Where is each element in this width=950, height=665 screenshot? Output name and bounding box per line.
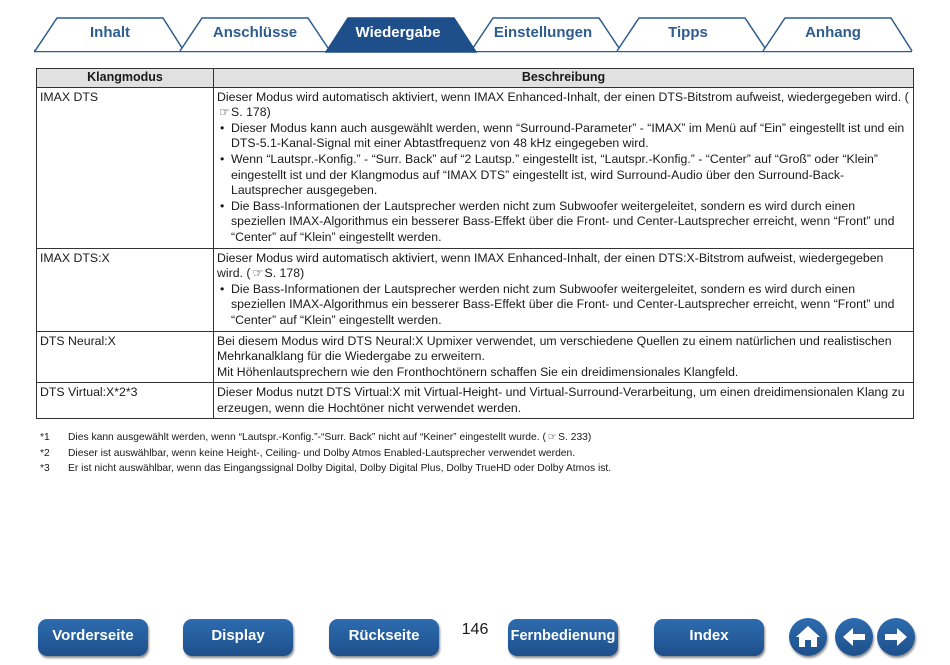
tab-wiedergabe[interactable]: Wiedergabe (355, 24, 441, 41)
footnote-mark: *2 (40, 447, 50, 459)
home-button[interactable] (789, 618, 827, 656)
description-text: Dieser Modus nutzt DTS Virtual:X mit Virtual-Height- und Virtual-Surround-Verarbeitung, um einen dreidimensionalen Klang zu erzeugen, wenn die Hochtöner nicht verwendet werden. (217, 385, 905, 415)
nav-button-vorderseite[interactable]: Vorderseite (38, 619, 148, 656)
column-header-description: Beschreibung (214, 69, 914, 88)
footnote-mark: *1 (40, 432, 50, 443)
forward-button[interactable] (877, 618, 915, 656)
sound-mode-name: DTS Neural:X (37, 331, 214, 383)
pointing-hand-icon: ☞ (252, 266, 263, 281)
sound-mode-description (214, 383, 914, 419)
footnote-mark: *3 (40, 463, 50, 475)
description-text: Dieser Modus wird automatisch aktiviert, wenn IMAX Enhanced-Inhalt, der einen DTS-Bitstrom aufweist, wiedergegeben wird. (217, 89, 902, 104)
bullet-list (217, 121, 909, 246)
sound-mode-description: Dieser Modus wird automatisch aktiviert, wenn IMAX Enhanced-Inhalt, der einen DTS:X-Bitstrom aufweist, wiedergegeben wird. ( ☞ S. 178) • Die Bass-Informationen der Lautsprecher werden nicht zum Subwoofer weitergeleitet, sondern es wird durch einen speziellen IMAX-Algorithmus ein besserer Bass-Effekt über die Front- und Center-Lautsprecher erreicht, wenn “Front” und “Center” auf “Klein” eingestellt werden. (214, 248, 914, 331)
footnote-text: Dies kann ausgewählt werden, wenn “Lautspr.-Konfig.”-“Surr. Back” nicht auf “Keiner” eingestellt wurde. ( ☞ S. 233) (68, 430, 591, 446)
sound-mode-table (36, 68, 914, 419)
tab-tipps[interactable]: Tipps (668, 24, 708, 41)
page-reference-link[interactable]: S. 178 (264, 266, 301, 281)
table-row (37, 383, 914, 419)
sound-mode-description (214, 331, 914, 383)
footnote-text: Dieser ist auswählbar, wenn keine Height-, Ceiling- und Dolby Atmos Enabled-Lautsprecher verwendet werden. (68, 447, 576, 459)
table-row (37, 331, 914, 383)
footnote (40, 461, 920, 477)
sound-mode-name: IMAX DTS:X (37, 248, 214, 331)
footnotes (40, 430, 920, 477)
table-row (37, 87, 914, 248)
footnote-body: Dies kann ausgewählt werden, wenn “Lautspr.-Konfig.”-“Surr. Back” nicht auf “Keiner” eingestellt wurde. (68, 432, 540, 443)
list-item: • Wenn “Lautspr.-Konfig.” - “Surr. Back” auf “2 Lautsp.” eingestellt ist, “Lautspr.-Konfig.” - “Center” auf “Groß” oder “Klein” eingestellt ist und der Klangmodus auf “IMAX DTS” eingestellt ist, wird Surround-Audio über den Surround-Back-Lautsprecher ausgegeben. (217, 152, 909, 199)
tab-bar (0, 0, 950, 56)
pointing-hand-icon: ☞ (547, 432, 557, 443)
list-item: • Die Bass-Informationen der Lautsprecher werden nicht zum Subwoofer weitergeleitet, sondern es wird durch einen speziellen IMAX-Algorithmus ein besserer Bass-Effekt über die Front- und Center-Lautsprecher erreicht, wenn “Front” und “Center” auf “Klein” eingestellt werden. (217, 282, 909, 329)
column-header-sound-mode: Klangmodus (37, 69, 214, 88)
sound-mode-description: Dieser Modus wird automatisch aktiviert, wenn IMAX Enhanced-Inhalt, der einen DTS-Bitstrom aufweist, wiedergegeben wird. (☞ S. 178) • Dieser Modus kann auch ausgewählt werden, wenn “Surround-Parameter” - “IMAX” im Menü auf “Ein” eingestellt ist und ein DTS-5.1-Kanal-Signal mit einer Abtastfrequenz von 48 kHz eingegeben wird. • Wenn “Lautspr.-Konfig.” - “Surr. Back” auf “2 Lautsp.” eingestellt ist, “Lautspr.-Konfig.” - “Center” auf “Groß” oder “Klein” eingestellt ist und der Klangmodus auf “IMAX DTS” eingestellt ist, wird Surround-Audio über den Surround-Back-Lautsprecher ausgegeben. • Die Bass-Informationen der Lautsprecher werden nicht zum Subwoofer weitergeleitet, sondern es wird durch einen speziellen IMAX-Algorithmus ein besserer Bass-Effekt über die Front- und Center-Lautsprecher erreicht, wenn “Front” und “Center” auf “Klein” eingestellt werden. (214, 87, 914, 248)
tab-inhalt[interactable]: Inhalt (90, 24, 130, 41)
page-reference-link[interactable]: S. 178 (231, 105, 267, 120)
nav-button-index[interactable]: Index (654, 619, 764, 656)
list-item: • Die Bass-Informationen der Lautsprecher werden nicht zum Subwoofer weitergeleitet, sondern es wird durch einen speziellen IMAX-Algorithmus ein besserer Bass-Effekt über die Front- und Center-Lautsprecher erreicht, wenn “Front” und “Center” auf “Klein” eingestellt werden. (217, 199, 909, 246)
page-reference-link[interactable]: S. 233 (558, 432, 588, 443)
home-icon (789, 618, 827, 656)
footnote (40, 446, 920, 462)
page-number: 146 (461, 621, 489, 638)
list-item: • Dieser Modus kann auch ausgewählt werden, wenn “Surround-Parameter” - “IMAX” im Menü auf “Ein” eingestellt ist und ein DTS-5.1-Kanal-Signal mit einer Abtastfrequenz von 48 kHz eingegeben wird. (217, 121, 909, 152)
pointing-hand-icon: ☞ (219, 105, 230, 120)
bullet-list (217, 282, 909, 329)
tab-anhang[interactable]: Anhang (805, 24, 861, 41)
forward-arrow-icon (877, 618, 915, 656)
nav-button-fernbedienung[interactable]: Fernbedienung (508, 619, 618, 656)
back-button[interactable] (835, 618, 873, 656)
sound-mode-name: DTS Virtual:X*2*3 (37, 383, 214, 419)
footnote-text: Er ist nicht auswählbar, wenn das Eingangssignal Dolby Digital, Dolby Digital Plus, Dolby TrueHD oder Dolby Atmos ist. (68, 463, 612, 475)
description-text: Bei diesem Modus wird DTS Neural:X Upmixer verwendet, um verschiedene Quellen zu einem natürlichen und realistischen Mehrkanalklang für die Wiedergabe zu erweitern. (217, 333, 892, 364)
table-row (37, 248, 914, 331)
sound-mode-name: IMAX DTS (37, 87, 214, 248)
table-header-row (37, 69, 914, 88)
description-text: Dieser Modus wird automatisch aktiviert, wenn IMAX Enhanced-Inhalt, der einen DTS:X-Bitstrom aufweist, wiedergegeben wird. (217, 250, 884, 281)
back-arrow-icon (835, 618, 873, 656)
tab-anschluesse[interactable]: Anschlüsse (212, 24, 298, 41)
nav-button-rueckseite[interactable]: Rückseite (329, 619, 439, 656)
footnote (40, 430, 920, 446)
tab-einstellungen[interactable]: Einstellungen (493, 24, 593, 41)
nav-button-display[interactable]: Display (183, 619, 293, 656)
description-text: Mit Höhenlautsprechern wie den Fronthochtönern schaffen Sie ein dreidimensionales Klangfeld. (217, 364, 739, 379)
